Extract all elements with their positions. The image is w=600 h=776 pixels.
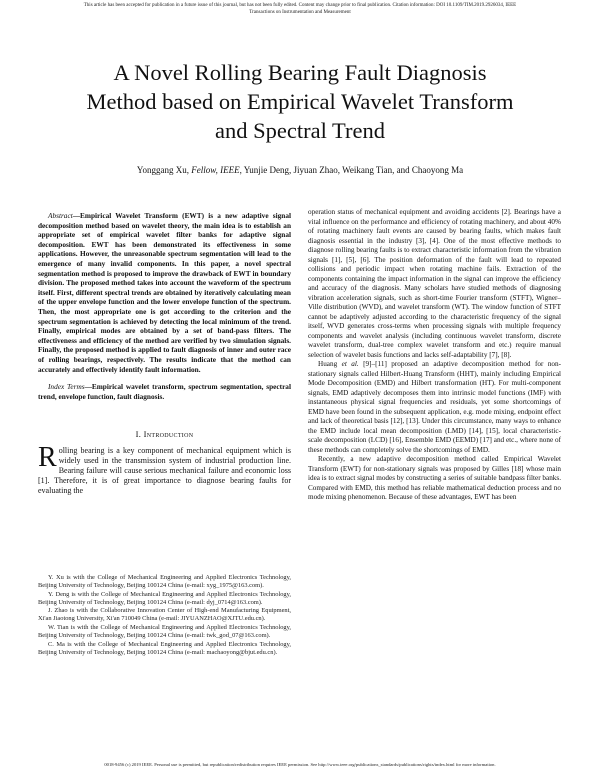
body-paragraph-2-text: [9]–[11] proposed an adaptive decomposition method for non-stationary signals called Hilbert-Huang Transform (HHT), mainly including Empirical Mode Decomposition (EMD) and Hilbert transformation (HT). For multi-component signals, EMD adaptively decomposes them into intrinsic model functions (IMF) with instantaneous physical signal frequencies and residuals, yet some shortcomings of EMD have been found in the subsequent application, e.g. mode mixing, endpoint effect and lack of theoretical basis [12], [13]. Under this circumstance, many ways to enhance the EMD include local mean decomposition (LMD) [14], [15], local characteristic-scale decomposition (LCD) [16], Ensemble EMD (EEMD) [17] and etc., where none of these methods can completely solve the shortcomings of EMD. — [308, 360, 561, 454]
section-name: Introduction — [143, 429, 194, 440]
footnote-tian: W. Tian is with the College of Mechanical Engineering and Applied Electronics Technology, Beijing University of Technology, Beijing 100124 China (e-mail: twk_god_07@163.com). — [38, 624, 291, 640]
left-column — [38, 211, 291, 496]
introduction-text: olling bearing is a key component of mechanical equipment which is widely used in the transmission system of industrial production line. Bearing failure will cause serious mechanical failure and economic loss [1]. Therefore, it is of great importance to diagnose bearing faults for evaluating the — [38, 445, 291, 495]
abstract-label: Abstract — [48, 211, 73, 220]
index-terms — [38, 382, 291, 401]
abstract-text: —Empirical Wavelet Transform (EWT) is a new adaptive signal decomposition method based on wavelet theory, the main idea is to establish an appropriate set of empirical wavelet filter banks for adaptive signal decomposition. EWT has been demonstrated its effectiveness in some applications. However, the unreasonable spectrum segmentation will lead to the emergence of many invalid components. In this paper, a novel spectral segmentation method is proposed to improve the drawback of EWT in boundary division. The proposed method takes into account the waveform of the spectrum itself. First, different spectral trends are obtained by iteratively calculating mean of the upper envelope function and the lower envelope function of the spectrum. Then, the most appropriate one is got according to the criterion and the spectrum segmentation is achieved by detecting the local minimum of the trend. Finally, empirical modes are obtained by a set of band-pass filters. The effectiveness and efficiency of the method are verified by two simulation signals. Finally, the proposed method is applied to fault diagnosis of inner and outer race of rolling bearings, respectively. The results indicate that the method can accurately and effectively identify fault information. — [38, 211, 291, 374]
author-others: , Yunjie Deng, Jiyuan Zhao, Weikang Tian, and Chaoyong Ma — [239, 165, 464, 175]
body-paragraph-3: Recently, a new adaptive decomposition method called Empirical Wavelet Transform (EWT) for non-stationary signals was proposed by Gilles [18] whose main idea is to extract signal modes by constructing a series of suitable bandpass filter banks. Compared with EMD, this method has reliable mathematical deduction process and no mode mixing phenomenon. Because of these advantages, EWT has been — [308, 455, 561, 501]
drop-cap: R — [38, 441, 57, 473]
section-numeral: I. — [135, 429, 144, 440]
footnote-ma: C. Ma is with the College of Mechanical Engineering and Applied Electronics Technology, Beijing University of Technology, Beijing 100124 China (e-mail: machaoyong@bjut.edu.cn). — [38, 640, 291, 656]
index-terms-label: Index Terms — [48, 382, 85, 392]
footnote-deng: Y. Deng is with the College of Mechanical Engineering and Applied Electronics Technology, Beijing University of Technology, Beijing 100124 China (e-mail: dyj_0714@163.com). — [38, 590, 291, 606]
author-list — [30, 165, 570, 176]
title-line1: A Novel Rolling Bearing Fault Diagnosis — [113, 60, 487, 85]
right-column — [308, 208, 561, 503]
index-terms-text: —Empirical wavelet transform, spectrum segmentation, spectral trend, envelope function, fault diagnosis. — [38, 382, 291, 401]
body-paragraph-2 — [308, 360, 561, 455]
citation-etal: et al. — [341, 360, 359, 368]
body-paragraph-1: operation status of mechanical equipment and avoiding accidents [2]. Bearings have a vital influence on the performance and efficiency of rotating machinery, and about 40% of rotating machinery fault events are caused by bearing faults, which makes fault diagnosis essential in the industry [3], [4]. One of the most effective methods to diagnose rolling bearing faults is to extract characteristic information from the vibration signals [1], [5], [6]. The position deformation of the fault will lead to repeated collisions and periodic impact when rotating machine fails. Extraction of the components containing the impact information in the signal can improve the efficiency and accuracy of the diagnosis. Many scholars have studied methods of diagnosing vibration acceleration signals, such as short-time Fourier transform (STFT), Wigner–Ville distribution (WVD), and wavelet transform (WT). The window function of STFT cannot be adaptively adjusted according to the characteristic frequency of the signal itself, WVD generates cross-terms when processing signals with multiple frequency components and wavelet analysis (including continuous wavelet transform, discrete wavelet transform, dual-tree complex wavelet transform and etc.) require manual selection of wavelet basis functions and lacks self-adaptability [7], [8]. — [308, 208, 561, 359]
author-first: Yonggang Xu, — [136, 165, 192, 175]
journal-notice-line2: Transactions on Instrumentation and Measurement — [249, 9, 351, 15]
abstract — [38, 211, 291, 374]
citation-author: Huang — [318, 360, 342, 368]
author-fellow-title: Fellow, IEEE — [191, 165, 240, 175]
title-line2: Method based on Empirical Wavelet Transform — [86, 89, 514, 114]
footnote-zhao: J. Zhao is with the Collaborative Innovation Center of High-end Manufacturing Equipment, Xi'an Jiaotong University, Xi'an 710049 China (e-mail: JIYUANZHAO@XJTU.edu.cn). — [38, 607, 291, 623]
author-footnotes — [38, 574, 291, 657]
title-line3: and Spectral Trend — [215, 118, 385, 143]
journal-notice-header — [0, 3, 600, 16]
introduction-paragraph — [38, 441, 291, 496]
section-heading-introduction — [38, 430, 291, 440]
paper-title — [60, 58, 540, 145]
footnote-xu: Y. Xu is with the College of Mechanical Engineering and Applied Electronics Technology, Beijing University of Technology, Beijing 100124 China (e-mail: xyg_1975@163.com). — [38, 574, 291, 590]
journal-notice-line1: This article has been accepted for publication in a future issue of this journal, but has not been fully edited. Content may change prior to final publication. Citation information: DOI 10.1109/TIM.2019.2926034, IEEE — [83, 3, 517, 8]
copyright-footer: 0018-9456 (c) 2019 IEEE. Personal use is permitted, but republication/redistribution requires IEEE permission. See http://www.ieee.org/publications_standards/publications/rights/index.html for more information. — [104, 762, 496, 767]
